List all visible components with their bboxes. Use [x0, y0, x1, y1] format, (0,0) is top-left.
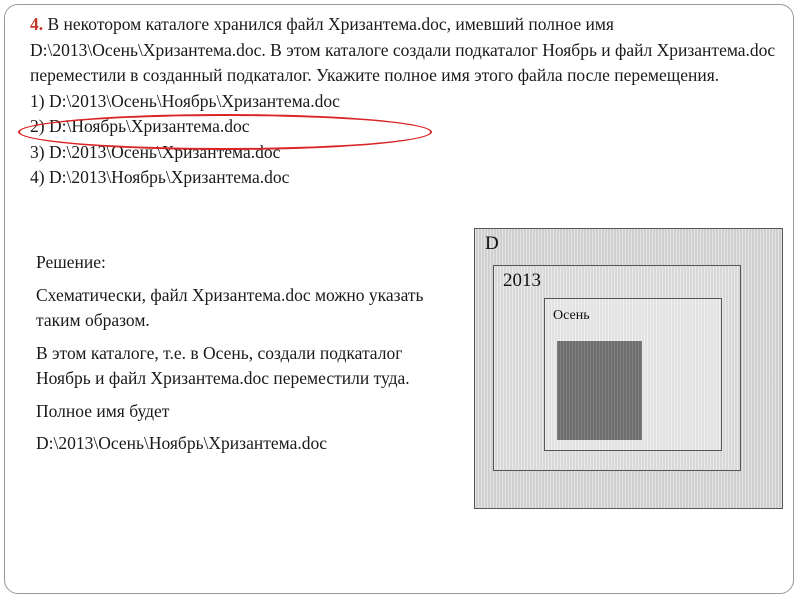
- option-3[interactable]: 3) D:\2013\Осень\Хризантема.doc: [30, 141, 281, 162]
- question-block: [30, 12, 780, 191]
- solution-para-2: В этом каталоге, т.е. в Осень, создали подкаталог Ноябрь и файл Хризантема.doc переместили туда.: [36, 342, 410, 388]
- folder-d-label: D: [485, 233, 499, 254]
- option-2[interactable]: 2) D:\Ноябрь\Хризантема.doc: [30, 116, 250, 136]
- question-text: [30, 12, 780, 89]
- file-icon: [557, 341, 642, 440]
- solution-block: [36, 250, 456, 464]
- solution-para-1: Схематически, файл Хризантема.doc можно указать таким образом.: [36, 284, 424, 330]
- folder-2013-label: 2013: [503, 270, 541, 291]
- solution-answer: D:\2013\Осень\Ноябрь\Хризантема.doc: [36, 433, 327, 453]
- correct-answer-highlight: [18, 114, 432, 150]
- question-body: В некотором каталоге хранился файл Хризантема.doc, имевший полное имя D:\2013\Осень\Хризантема.doc. В этом каталоге создали подкаталог Ноябрь и файл Хризантема.doc переместили в созданный подкаталог. Укажите полное имя этого файла после перемещения.: [30, 14, 776, 85]
- option-1[interactable]: 1) D:\2013\Осень\Ноябрь\Хризантема.doc: [30, 90, 340, 111]
- option-4[interactable]: 4) D:\2013\Ноябрь\Хризантема.doc: [30, 167, 290, 187]
- solution-heading: Решение:: [36, 252, 106, 272]
- question-number: 4.: [30, 14, 44, 34]
- solution-para-3: Полное имя будет: [36, 400, 170, 421]
- folder-osen-label: Осень: [553, 308, 590, 323]
